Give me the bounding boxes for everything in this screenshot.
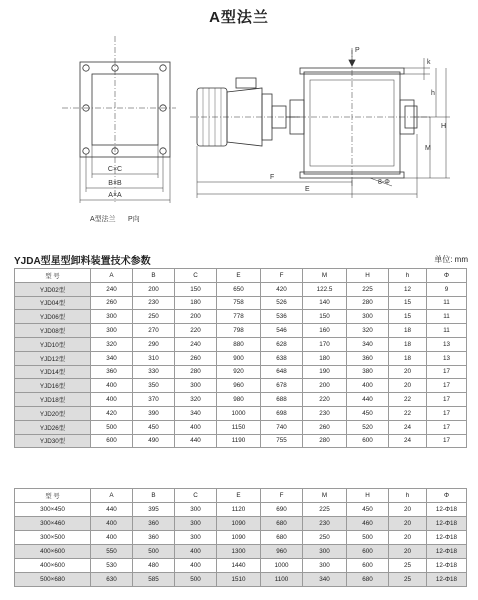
value-cell: 300	[303, 559, 347, 573]
value-cell: 18	[389, 324, 427, 338]
model-cell: YJD26型	[15, 420, 91, 434]
value-cell: 270	[133, 324, 175, 338]
value-cell: 648	[261, 365, 303, 379]
model-cell: YJD06型	[15, 310, 91, 324]
value-cell: 550	[91, 545, 133, 559]
value-cell: 1150	[217, 420, 261, 434]
value-cell: 12	[389, 282, 427, 296]
model-cell: 500×680	[15, 573, 91, 587]
value-cell: 17	[427, 434, 467, 448]
label-p: P	[355, 47, 360, 54]
value-cell: 360	[347, 351, 389, 365]
value-cell: 190	[303, 365, 347, 379]
value-cell: 420	[91, 406, 133, 420]
value-cell: 678	[261, 379, 303, 393]
value-cell: 260	[303, 420, 347, 434]
value-cell: 230	[303, 406, 347, 420]
value-cell: 500	[347, 531, 389, 545]
value-cell: 20	[389, 545, 427, 559]
value-cell: 170	[303, 337, 347, 351]
value-cell: 260	[175, 351, 217, 365]
value-cell: 400	[175, 559, 217, 573]
dim-b-label: B×B	[108, 180, 122, 187]
value-cell: 220	[175, 324, 217, 338]
value-cell: 350	[133, 379, 175, 393]
table-row	[15, 393, 467, 407]
value-cell: 1300	[217, 545, 261, 559]
column-header: H	[347, 269, 389, 283]
caption-flange: A型法兰	[90, 216, 116, 223]
value-cell: 220	[303, 393, 347, 407]
value-cell: 500	[133, 545, 175, 559]
label-h-upper: H	[441, 123, 447, 130]
model-cell: YJD16型	[15, 379, 91, 393]
value-cell: 9	[427, 282, 467, 296]
value-cell: 390	[133, 406, 175, 420]
value-cell: 650	[217, 282, 261, 296]
column-header: M	[303, 269, 347, 283]
value-cell: 20	[389, 517, 427, 531]
value-cell: 11	[427, 310, 467, 324]
column-header: E	[217, 489, 261, 503]
value-cell: 520	[347, 420, 389, 434]
value-cell: 798	[217, 324, 261, 338]
value-cell: 450	[347, 503, 389, 517]
value-cell: 740	[261, 420, 303, 434]
value-cell: 22	[389, 393, 427, 407]
value-cell: 15	[389, 310, 427, 324]
value-cell: 628	[261, 337, 303, 351]
value-cell: 600	[347, 559, 389, 573]
value-cell: 280	[175, 365, 217, 379]
label-f: F	[270, 174, 275, 181]
value-cell: 122.5	[303, 282, 347, 296]
value-cell: 360	[133, 531, 175, 545]
value-cell: 11	[427, 296, 467, 310]
column-header: B	[133, 489, 175, 503]
table-row	[15, 517, 467, 531]
value-cell: 17	[427, 365, 467, 379]
label-m: M	[425, 145, 431, 152]
value-cell: 17	[427, 420, 467, 434]
value-cell: 340	[175, 406, 217, 420]
model-cell: YJD10型	[15, 337, 91, 351]
value-cell: 20	[389, 365, 427, 379]
value-cell: 150	[175, 282, 217, 296]
value-cell: 1440	[217, 559, 261, 573]
unit-label: 单位: mm	[434, 255, 468, 264]
value-cell: 200	[303, 379, 347, 393]
value-cell: 536	[261, 310, 303, 324]
value-cell: 230	[303, 517, 347, 531]
value-cell: 300	[175, 517, 217, 531]
value-cell: 680	[261, 531, 303, 545]
table-row	[15, 406, 467, 420]
spec-table-sizes	[14, 488, 467, 587]
value-cell: 25	[389, 559, 427, 573]
table-row	[15, 531, 467, 545]
label-h-lower: h	[431, 90, 435, 97]
value-cell: 1100	[261, 573, 303, 587]
value-cell: 230	[133, 296, 175, 310]
column-header: M	[303, 489, 347, 503]
value-cell: 290	[133, 337, 175, 351]
value-cell: 320	[175, 393, 217, 407]
column-header: H	[347, 489, 389, 503]
value-cell: 690	[261, 503, 303, 517]
value-cell: 500	[91, 420, 133, 434]
value-cell: 20	[389, 531, 427, 545]
table-row	[15, 545, 467, 559]
table-row	[15, 559, 467, 573]
value-cell: 150	[303, 310, 347, 324]
spec-table-models	[14, 268, 467, 448]
value-cell: 260	[91, 296, 133, 310]
value-cell: 280	[347, 296, 389, 310]
value-cell: 200	[133, 282, 175, 296]
value-cell: 546	[261, 324, 303, 338]
value-cell: 688	[261, 393, 303, 407]
value-cell: 1090	[217, 517, 261, 531]
value-cell: 500	[175, 573, 217, 587]
value-cell: 12-Φ18	[427, 545, 467, 559]
column-header: h	[389, 269, 427, 283]
value-cell: 440	[175, 434, 217, 448]
column-header: F	[261, 489, 303, 503]
value-cell: 300	[175, 503, 217, 517]
value-cell: 1120	[217, 503, 261, 517]
value-cell: 17	[427, 406, 467, 420]
column-header: A	[91, 489, 133, 503]
value-cell: 370	[133, 393, 175, 407]
value-cell: 630	[91, 573, 133, 587]
table-row	[15, 420, 467, 434]
column-header: Φ	[427, 269, 467, 283]
value-cell: 450	[133, 420, 175, 434]
value-cell: 450	[347, 406, 389, 420]
model-cell: YJD04型	[15, 296, 91, 310]
value-cell: 440	[91, 503, 133, 517]
value-cell: 490	[133, 434, 175, 448]
value-cell: 680	[347, 573, 389, 587]
value-cell: 400	[347, 379, 389, 393]
value-cell: 460	[347, 517, 389, 531]
page-title: A型法兰	[209, 9, 269, 26]
model-cell: YJD30型	[15, 434, 91, 448]
table-row	[15, 434, 467, 448]
table-row	[15, 337, 467, 351]
table-row	[15, 365, 467, 379]
value-cell: 1000	[217, 406, 261, 420]
value-cell: 1510	[217, 573, 261, 587]
column-header: Φ	[427, 489, 467, 503]
value-cell: 12-Φ18	[427, 503, 467, 517]
value-cell: 300	[175, 531, 217, 545]
value-cell: 24	[389, 434, 427, 448]
value-cell: 18	[389, 337, 427, 351]
model-cell: YJD18型	[15, 393, 91, 407]
value-cell: 600	[347, 545, 389, 559]
column-header: C	[175, 489, 217, 503]
value-cell: 758	[217, 296, 261, 310]
value-cell: 400	[91, 517, 133, 531]
value-cell: 12-Φ18	[427, 517, 467, 531]
model-cell: YJD14型	[15, 365, 91, 379]
model-cell: YJD02型	[15, 282, 91, 296]
column-header: A	[91, 269, 133, 283]
value-cell: 1090	[217, 531, 261, 545]
value-cell: 12-Φ18	[427, 573, 467, 587]
value-cell: 225	[347, 282, 389, 296]
column-header: E	[217, 269, 261, 283]
value-cell: 340	[91, 351, 133, 365]
value-cell: 17	[427, 393, 467, 407]
section-title: YJDA型星型卸料装置技术参数	[14, 256, 151, 267]
model-cell: 300×460	[15, 517, 91, 531]
value-cell: 300	[347, 310, 389, 324]
value-cell: 900	[217, 351, 261, 365]
value-cell: 17	[427, 379, 467, 393]
label-phi: 8-Φ	[378, 179, 390, 186]
value-cell: 340	[347, 337, 389, 351]
value-cell: 330	[133, 365, 175, 379]
value-cell: 360	[91, 365, 133, 379]
caption-view-p: P向	[128, 216, 140, 223]
value-cell: 320	[347, 324, 389, 338]
model-cell: 300×450	[15, 503, 91, 517]
value-cell: 18	[389, 351, 427, 365]
value-cell: 11	[427, 324, 467, 338]
valve-side-view	[190, 48, 450, 198]
value-cell: 920	[217, 365, 261, 379]
value-cell: 13	[427, 351, 467, 365]
value-cell: 755	[261, 434, 303, 448]
value-cell: 300	[175, 379, 217, 393]
value-cell: 400	[91, 531, 133, 545]
value-cell: 250	[133, 310, 175, 324]
column-header: 型 号	[15, 269, 91, 283]
value-cell: 600	[91, 434, 133, 448]
technical-drawing	[0, 28, 478, 240]
value-cell: 440	[347, 393, 389, 407]
value-cell: 400	[91, 379, 133, 393]
column-header: B	[133, 269, 175, 283]
value-cell: 300	[91, 310, 133, 324]
value-cell: 1000	[261, 559, 303, 573]
value-cell: 360	[133, 517, 175, 531]
table-row	[15, 573, 467, 587]
value-cell: 960	[217, 379, 261, 393]
value-cell: 310	[133, 351, 175, 365]
value-cell: 180	[303, 351, 347, 365]
column-header: h	[389, 489, 427, 503]
value-cell: 320	[91, 337, 133, 351]
value-cell: 420	[261, 282, 303, 296]
table-header-row	[15, 489, 467, 503]
table-row	[15, 351, 467, 365]
value-cell: 400	[175, 420, 217, 434]
value-cell: 1190	[217, 434, 261, 448]
value-cell: 526	[261, 296, 303, 310]
table-row	[15, 282, 467, 296]
value-cell: 778	[217, 310, 261, 324]
value-cell: 140	[303, 296, 347, 310]
flange-top-view	[62, 36, 176, 203]
value-cell: 280	[303, 434, 347, 448]
value-cell: 200	[175, 310, 217, 324]
column-header: C	[175, 269, 217, 283]
value-cell: 240	[175, 337, 217, 351]
value-cell: 300	[303, 545, 347, 559]
value-cell: 24	[389, 420, 427, 434]
model-cell: 400×600	[15, 559, 91, 573]
value-cell: 240	[91, 282, 133, 296]
value-cell: 585	[133, 573, 175, 587]
value-cell: 12-Φ18	[427, 559, 467, 573]
value-cell: 25	[389, 573, 427, 587]
value-cell: 180	[175, 296, 217, 310]
label-e: E	[305, 186, 310, 193]
value-cell: 340	[303, 573, 347, 587]
table-row	[15, 503, 467, 517]
value-cell: 395	[133, 503, 175, 517]
model-cell: 300×500	[15, 531, 91, 545]
value-cell: 480	[133, 559, 175, 573]
column-header: 型 号	[15, 489, 91, 503]
value-cell: 160	[303, 324, 347, 338]
value-cell: 680	[261, 517, 303, 531]
model-cell: YJD20型	[15, 406, 91, 420]
model-cell: YJD12型	[15, 351, 91, 365]
value-cell: 22	[389, 406, 427, 420]
table-header-row	[15, 269, 467, 283]
table-row	[15, 310, 467, 324]
dim-a-label: A×A	[108, 192, 122, 199]
value-cell: 15	[389, 296, 427, 310]
value-cell: 400	[175, 545, 217, 559]
dim-c-label: C×C	[107, 166, 123, 173]
value-cell: 638	[261, 351, 303, 365]
model-cell: 400×600	[15, 545, 91, 559]
value-cell: 13	[427, 337, 467, 351]
column-header: F	[261, 269, 303, 283]
value-cell: 698	[261, 406, 303, 420]
model-cell: YJD08型	[15, 324, 91, 338]
value-cell: 400	[91, 393, 133, 407]
value-cell: 20	[389, 379, 427, 393]
value-cell: 250	[303, 531, 347, 545]
value-cell: 960	[261, 545, 303, 559]
table-row	[15, 379, 467, 393]
value-cell: 20	[389, 503, 427, 517]
value-cell: 600	[347, 434, 389, 448]
label-k: k	[427, 59, 431, 66]
value-cell: 880	[217, 337, 261, 351]
value-cell: 380	[347, 365, 389, 379]
value-cell: 980	[217, 393, 261, 407]
table-row	[15, 296, 467, 310]
value-cell: 225	[303, 503, 347, 517]
table-row	[15, 324, 467, 338]
value-cell: 12-Φ18	[427, 531, 467, 545]
value-cell: 530	[91, 559, 133, 573]
value-cell: 300	[91, 324, 133, 338]
